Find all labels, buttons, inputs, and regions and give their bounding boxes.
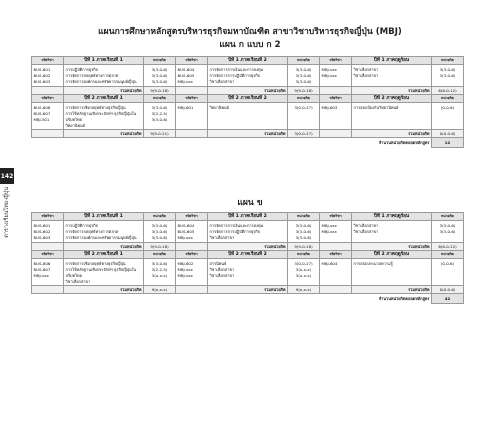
total-spacer — [320, 130, 352, 138]
course-code: MBJ-604 — [321, 261, 338, 266]
total-value: 0(0-0-6) — [432, 286, 464, 294]
total-value: 9(9-0-18) — [144, 87, 176, 95]
course-codes — [176, 259, 208, 286]
header-credit: หน่วยกิต — [432, 57, 464, 65]
total-value: 0(0-0-6) — [432, 130, 464, 138]
course-codes — [320, 259, 352, 286]
course-codes — [32, 221, 64, 243]
course-name: การสอบป้องกันวิทยานิพนธ์ — [353, 105, 399, 110]
course-code: BUS-602 — [33, 229, 51, 235]
course-name: วิชาเลือกสาขา — [353, 67, 379, 72]
header-credit: หน่วยกิต — [432, 95, 464, 103]
semester-title: ปีที่ 2 ภาคเรียนที่ 2 — [208, 95, 288, 103]
semester-title: ปีที่ 1 ภาคเรียนที่ 1 — [64, 213, 144, 221]
semester-title: ปีที่ 1 ภาคฤดูร้อน — [352, 213, 432, 221]
total-spacer — [320, 87, 352, 95]
course-credit: 3(3-0-6) — [295, 229, 312, 235]
course-name: การจัดการการปฏิบัติการธุรกิจ — [209, 73, 261, 79]
header-credit: หน่วยกิต — [144, 57, 176, 65]
course-credits — [288, 65, 320, 87]
course-credit: 3(3-0-6) — [295, 79, 312, 85]
course-credit: 3(0-0-27) — [294, 261, 313, 266]
total-row — [32, 87, 464, 95]
course-codes — [320, 221, 352, 243]
course-credit: 3(3-0-6) — [151, 229, 168, 235]
course-credit: 3(3-0-6) — [151, 105, 168, 110]
total-row — [32, 286, 464, 294]
course-name: การจัดการการเงินและการลงทุน — [209, 67, 264, 72]
total-value: 9(x-x-x) — [288, 286, 320, 294]
course-name: วิชาเลือกสาขา — [209, 235, 235, 241]
course-credit: 3(3-0-6) — [295, 235, 312, 241]
header-code: รหัสวิชา — [32, 251, 64, 259]
course-credits — [288, 259, 320, 286]
header-code: รหัสวิชา — [32, 95, 64, 103]
course-credits — [432, 221, 464, 243]
course-code: BUS-605 — [177, 73, 195, 79]
total-label: รวมหน่วยกิต — [208, 286, 288, 294]
semester-title: ปีที่ 1 ภาคเรียนที่ 2 — [208, 57, 288, 65]
course-code: BUS-603 — [33, 235, 51, 241]
course-names — [352, 65, 432, 87]
total-label: รวมหน่วยกิต — [64, 130, 144, 138]
total-label: รวมหน่วยกิต — [208, 87, 288, 95]
course-name: การจัดการการปฏิบัติการธุรกิจ — [209, 229, 261, 235]
course-name: การจัดการกลยุทธ์ทางการตลาด — [65, 229, 119, 235]
course-credit: 3(3-0-6) — [295, 73, 312, 79]
grand-total-label: จำนวนหน่วยกิตตลอดหลักสูตร — [32, 294, 432, 304]
course-credit: 3(x-x-x) — [151, 273, 168, 279]
course-code: MBJ-xxx — [177, 273, 193, 279]
course-names — [352, 103, 432, 130]
grand-total-row — [32, 138, 464, 148]
course-code: BUS-602 — [33, 73, 51, 79]
semester-header-row — [32, 57, 464, 65]
course-names — [64, 103, 144, 130]
course-name: การจัดการเชิงกลยุทธ์ทางธุรกิจญี่ปุ่น — [65, 105, 126, 110]
course-row — [32, 65, 464, 87]
total-value: 9(9-0-18) — [144, 243, 176, 251]
semester-title: ปีที่ 1 ภาคเรียนที่ 1 — [64, 57, 144, 65]
course-credit: 3(3-0-6) — [151, 73, 168, 79]
course-code: MBJ-601 — [177, 105, 194, 110]
course-code: MBJ-xxx — [321, 67, 337, 72]
semester-title: ปีที่ 2 ภาคเรียนที่ 1 — [64, 95, 144, 103]
course-name: การจัดการองค์กรและทรัพยากรมนุษย์ญี่ปุ่น — [65, 235, 137, 241]
header-code: รหัสวิชา — [320, 251, 352, 259]
header-credit: หน่วยกิต — [144, 251, 176, 259]
total-label: รวมหน่วยกิต — [352, 243, 432, 251]
total-label: รวมหน่วยกิต — [208, 130, 288, 138]
course-code: MBJ-xxx — [321, 223, 337, 228]
course-name: การปฏิบัติการธุรกิจ — [65, 223, 98, 228]
total-value: 3(0-0-27) — [288, 130, 320, 138]
course-code: BUS-607 — [33, 111, 51, 117]
course-credits — [288, 103, 320, 130]
semester-title: ปีที่ 1 ภาคฤดูร้อน — [352, 57, 432, 65]
course-credit: 3(3-0-6) — [439, 73, 456, 79]
course-credits — [144, 259, 176, 286]
total-spacer — [32, 243, 64, 251]
semester-header-row — [32, 213, 464, 221]
course-credit: 3(2-2-5) — [151, 267, 168, 273]
course-code: BUS-605 — [177, 229, 195, 235]
course-names — [352, 221, 432, 243]
course-name: การจัดการเชิงกลยุทธ์ทางธุรกิจญี่ปุ่น — [65, 261, 126, 266]
course-row — [32, 221, 464, 243]
course-credit: 3(3-0-6) — [151, 117, 168, 123]
header-credit: หน่วยกิต — [288, 57, 320, 65]
total-spacer — [176, 130, 208, 138]
course-credit: 3(3-0-6) — [439, 229, 456, 235]
total-label: รวมหน่วยกิต — [64, 286, 144, 294]
header-credit: หน่วยกิต — [432, 213, 464, 221]
total-label: รวมหน่วยกิต — [352, 286, 432, 294]
course-codes — [176, 103, 208, 130]
total-spacer — [320, 286, 352, 294]
course-code: BUS-601 — [33, 67, 51, 72]
plan-a-table — [31, 56, 464, 148]
course-name: วิชาเลือกสาขา — [353, 73, 379, 79]
course-code: MBJ-xxx — [33, 273, 49, 279]
course-code: BUS-601 — [33, 223, 51, 228]
course-name: การปฏิบัติการธุรกิจ — [65, 67, 98, 72]
total-row — [32, 243, 464, 251]
total-value: 9(9-0-18) — [288, 87, 320, 95]
course-credits — [432, 65, 464, 87]
grand-total-value: 42 — [432, 294, 464, 304]
course-names — [208, 65, 288, 87]
course-credits — [144, 103, 176, 130]
course-credits — [432, 259, 464, 286]
course-code: MBJ-xxx — [321, 229, 337, 235]
course-code: BUS-607 — [33, 267, 51, 273]
course-name: สารนิพนธ์ — [209, 261, 227, 266]
course-credit: 3(x-x-x) — [295, 273, 312, 279]
course-code: BUS-604 — [177, 223, 195, 228]
course-names — [208, 221, 288, 243]
course-name: การสอบประมวลความรู้ — [353, 261, 393, 266]
course-name: วิชาเลือกสาขา — [209, 267, 235, 273]
course-names — [352, 259, 432, 286]
grand-total-value: 12 — [432, 138, 464, 148]
total-spacer — [176, 87, 208, 95]
total-value: 6(6-0-12) — [432, 87, 464, 95]
course-name: วิชาเลือกสาขา — [65, 279, 91, 285]
header-credit: หน่วยกิต — [144, 95, 176, 103]
course-names — [64, 221, 144, 243]
course-name: การจัดการกลยุทธ์ทางการตลาด — [65, 73, 119, 79]
course-codes — [320, 65, 352, 87]
total-label: รวมหน่วยกิต — [208, 243, 288, 251]
total-label: รวมหน่วยกิต — [64, 243, 144, 251]
course-code: MBJ-501 — [33, 117, 50, 123]
course-name: การจัดการองค์กรและทรัพยากรมนุษย์ญี่ปุ่น — [65, 79, 137, 85]
course-code: BUS-603 — [33, 79, 51, 85]
total-label: รวมหน่วยกิต — [352, 130, 432, 138]
side-tab-label: ตารางเรียนไทย-ญี่ปุ่น — [4, 187, 10, 238]
header-code: รหัสวิชา — [176, 213, 208, 221]
plan-b-title: แผน ข — [237, 198, 263, 208]
course-code: MBJ-xxx — [321, 73, 337, 79]
page-number: 142 — [0, 168, 14, 184]
course-credit: 3(3-0-6) — [439, 223, 456, 228]
course-credit: 3(3-0-6) — [295, 67, 312, 72]
header-code: รหัสวิชา — [176, 251, 208, 259]
total-row — [32, 130, 464, 138]
course-credit: 3(x-x-x) — [295, 267, 312, 273]
total-spacer — [176, 286, 208, 294]
total-label: รวมหน่วยกิต — [352, 87, 432, 95]
course-name: การใช้หลักฐานเชิงประจักษ์ฯ ธุรกิจญี่ปุ่นในบริบทไทย — [65, 267, 137, 279]
header-credit: หน่วยกิต — [144, 213, 176, 221]
grand-total-row — [32, 294, 464, 304]
plan-a-title: แผน ก แบบ ก 2 — [219, 40, 281, 50]
course-codes — [32, 259, 64, 286]
course-name: วิทยานิพนธ์ — [65, 123, 85, 129]
course-code: MBJ-xxx — [177, 79, 193, 85]
course-codes — [176, 221, 208, 243]
course-credit: 3(0-0-27) — [294, 105, 313, 110]
total-spacer — [320, 243, 352, 251]
course-credits — [144, 221, 176, 243]
course-credit: 3(2-2-5) — [151, 111, 168, 117]
semester-title: ปีที่ 2 ภาคฤดูร้อน — [352, 95, 432, 103]
semester-title: ปีที่ 1 ภาคเรียนที่ 2 — [208, 213, 288, 221]
course-names — [208, 259, 288, 286]
course-credits — [288, 221, 320, 243]
course-credit: 3(3-0-6) — [151, 235, 168, 241]
course-name: การจัดการการเงินและการลงทุน — [209, 223, 264, 228]
semester-header-row — [32, 95, 464, 103]
course-code: MBJ-603 — [321, 105, 338, 110]
side-tab — [0, 168, 14, 246]
header-code: รหัสวิชา — [320, 213, 352, 221]
course-name: วิชาเลือกสาขา — [353, 223, 379, 228]
total-value: 9(9-0-21) — [144, 130, 176, 138]
total-spacer — [32, 130, 64, 138]
course-name: วิทยานิพนธ์ — [209, 105, 229, 110]
header-code: รหัสวิชา — [32, 213, 64, 221]
header-credit: หน่วยกิต — [288, 251, 320, 259]
course-credit: 3(3-0-6) — [151, 79, 168, 85]
course-credits — [432, 103, 464, 130]
header-code: รหัสวิชา — [320, 95, 352, 103]
semester-title: ปีที่ 2 ภาคเรียนที่ 2 — [208, 251, 288, 259]
total-spacer — [32, 286, 64, 294]
header-code: รหัสวิชา — [176, 95, 208, 103]
course-code: BUS-606 — [33, 261, 51, 266]
course-name: วิชาเลือกสาขา — [353, 229, 379, 235]
grand-total-label: จำนวนหน่วยกิตตลอดหลักสูตร — [32, 138, 432, 148]
course-code: MBJ-602 — [177, 261, 194, 266]
header-code: รหัสวิชา — [32, 57, 64, 65]
course-codes — [32, 103, 64, 130]
header-code: รหัสวิชา — [320, 57, 352, 65]
header-credit: หน่วยกิต — [288, 213, 320, 221]
semester-header-row — [32, 251, 464, 259]
course-code: MBJ-xxx — [177, 235, 193, 241]
total-spacer — [176, 243, 208, 251]
course-codes — [176, 65, 208, 87]
course-credit: 3(3-0-6) — [439, 67, 456, 72]
course-row — [32, 103, 464, 130]
course-credit: 3(3-0-6) — [295, 223, 312, 228]
course-names — [64, 65, 144, 87]
total-value: 6(6-0-12) — [432, 243, 464, 251]
total-spacer — [32, 87, 64, 95]
total-label: รวมหน่วยกิต — [64, 87, 144, 95]
course-credit: 3(3-0-6) — [151, 67, 168, 72]
total-value: 9(x-x-x) — [144, 286, 176, 294]
course-row — [32, 259, 464, 286]
course-code: BUS-604 — [177, 67, 195, 72]
total-value: 9(9-0-18) — [288, 243, 320, 251]
semester-title: ปีที่ 2 ภาคฤดูร้อน — [352, 251, 432, 259]
header-credit: หน่วยกิต — [432, 251, 464, 259]
course-code: BUS-606 — [33, 105, 51, 110]
course-credit: (0-0-6) — [440, 105, 455, 110]
course-codes — [320, 103, 352, 130]
course-credit: (0-0-6) — [440, 261, 455, 266]
course-name: วิชาเลือกสาขา — [209, 79, 235, 85]
header-code: รหัสวิชา — [176, 57, 208, 65]
course-name: การใช้หลักฐานเชิงประจักษ์ฯ ธุรกิจญี่ปุ่นในบริบทไทย — [65, 111, 137, 123]
course-credit: 3(3-0-6) — [151, 223, 168, 228]
course-names — [64, 259, 144, 286]
plan-b-table — [31, 212, 464, 304]
page-title: แผนการศึกษาหลักสูตรบริหารธุรกิจมหาบัณฑิต สาขาวิชาบริหารธุรกิจญี่ปุ่น (MBJ) — [98, 27, 402, 37]
course-names — [208, 103, 288, 130]
semester-title: ปีที่ 2 ภาคเรียนที่ 1 — [64, 251, 144, 259]
course-code: MBJ-xxx — [177, 267, 193, 273]
course-name: วิชาเลือกสาขา — [209, 273, 235, 279]
course-credit: 3(3-0-6) — [151, 261, 168, 266]
header-credit: หน่วยกิต — [288, 95, 320, 103]
course-codes — [32, 65, 64, 87]
course-credits — [144, 65, 176, 87]
